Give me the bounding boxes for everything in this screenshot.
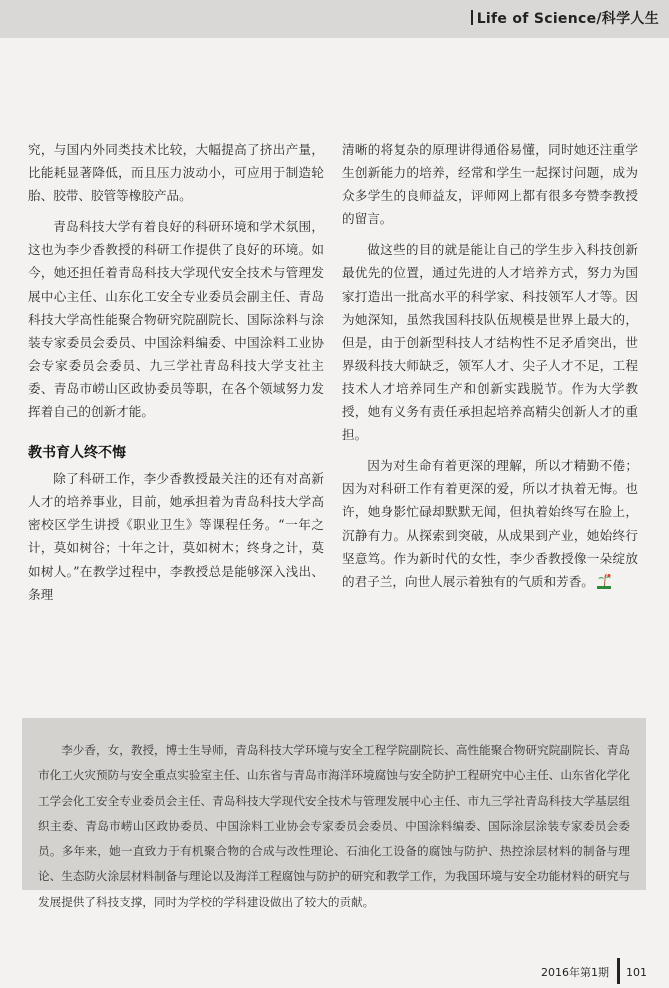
header-title: Life of Science/科学人生 [476, 11, 659, 27]
author-bio-box [22, 718, 646, 909]
header-divider-bar [471, 10, 473, 25]
left-paragraph-3: 除了科研工作，李少香教授最关注的还有对高新人才的培养事业，目前，她承担着为青岛科技大学高密校区学生讲授《职业卫生》等课程任务。“一年之计，莫如树谷；十年之计，莫如树木；终身之计，莫如树人。”在教学过程中，李教授总是能够深入浅出、条理 [28, 471, 324, 602]
left-column [28, 138, 324, 614]
right-paragraph-3 [342, 454, 638, 593]
right-paragraph-2: 做这些的目的就是能让自己的学生步入科技创新最优先的位置，通过先进的人才培养方式，努力为国家打造出一批高水平的科学家、科技领军人才等。因为她深知，虽然我国科技队伍规模是世界上最大的，但是，由于创新型科技人才结构性不足矛盾突出，世界级科技大师缺乏，领军人才、尖子人才不足，工程技术人才培养同生产和创新实践脱节。作为大学教授，她有义务有责任承担起培养高精尖创新人才的重担。 [342, 242, 638, 443]
left-paragraph-2: 青岛科技大学有着良好的科研环境和学术氛围，这也为李少香教授的科研工作提供了良好的环境。如今，她还担任着青岛科技大学现代安全技术与管理发展中心主任、山东化工安全专业委员会副主任、青岛科技大学高性能聚合物研究院副院长、国际涂料与涂装专家委员会委员、中国涂料编委、中国涂料工业协会专家委员会委员、九三学社青岛科技大学支社主委、青岛市崂山区政协委员等职，在各个领域努力发挥着自己的创新才能。 [28, 219, 324, 420]
header-band [0, 0, 669, 38]
left-paragraph-1: 究，与国内外同类技术比较，大幅提高了挤出产量，比能耗显著降低，而且压力波动小，可应用于制造轮胎、胶带、胶管等橡胶产品。 [28, 142, 324, 204]
palm-tree-end-mark-icon [596, 573, 612, 589]
footer-divider-bar [617, 958, 620, 984]
right-paragraph-3-text: 因为对生命有着更深的理解，所以才精勤不倦；因为对科研工作有着更深的爱，所以才执着无悔。也许，她身影忙碌却默默无闻，但执着始终写在脸上，沉静有力。从探索到突破，从成果到产业，她始终行坚意笃。作为新时代的女性，李少香教授像一朵绽放的君子兰，向世人展示着独有的气质和芳香。 [342, 458, 638, 589]
issue-label: 2016年第1期 [541, 966, 609, 979]
page-number: 101 [626, 966, 647, 979]
running-header [471, 8, 659, 28]
page-footer [541, 958, 647, 984]
author-bio-text: 李少香，女，教授，博士生导师，青岛科技大学环境与安全工程学院副院长、高性能聚合物研究院副院长、青岛市化工火灾预防与安全重点实验室主任、山东省与青岛市海洋环境腐蚀与安全防护工程研究中心主任、山东省化学化工学会化工安全专业委员会主任、青岛科技大学现代安全技术与管理发展中心主任、市九三学社青岛科技大学基层组织主委、青岛市崂山区政协委员、中国涂料工业协会专家委员会委员、中国涂料编委、国际涂层涂装专家委员会委员。多年来，她一直致力于有机聚合物的合成与改性理论、石油化工设备的腐蚀与防护、热控涂层材料的制备与理论、生态防火涂层材料制备与理论以及海洋工程腐蚀与防护的研究和教学工作，为我国环境与安全功能材料的研究与发展提供了科技支撑，同时为学校的学科建设做出了较大的贡献。 [38, 743, 630, 909]
right-column [342, 138, 638, 601]
section-heading: 教书育人终不悔 [28, 445, 126, 462]
right-paragraph-1: 清晰的将复杂的原理讲得通俗易懂，同时她还注重学生创新能力的培养，经常和学生一起探讨问题，成为众多学生的良师益友，评师网上都有很多夸赞李教授的留言。 [342, 142, 638, 227]
